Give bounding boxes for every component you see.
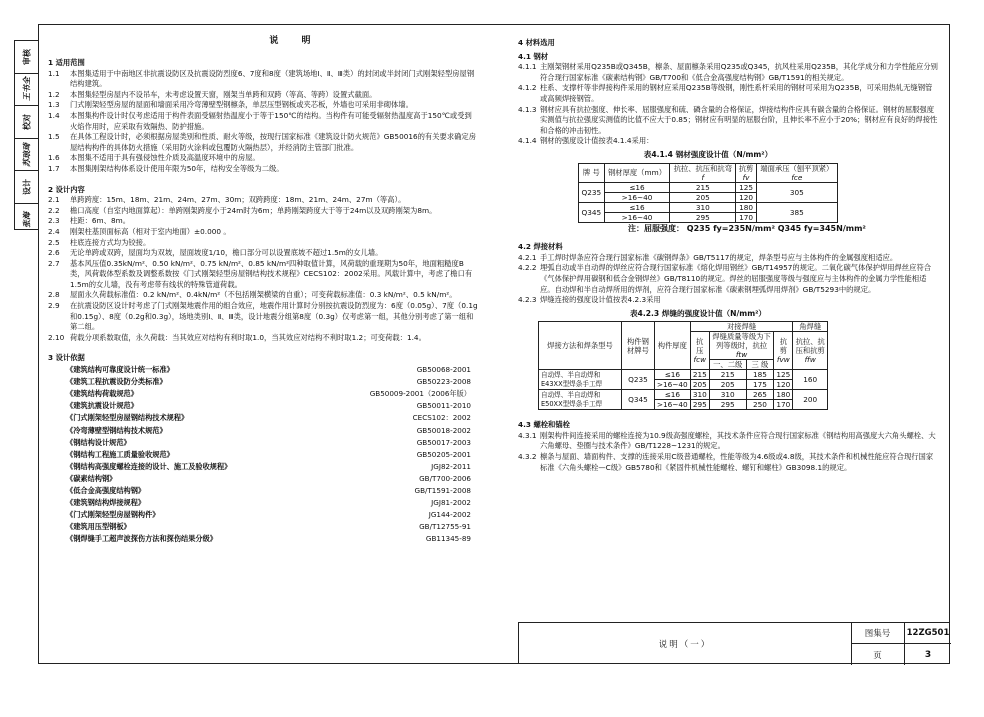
item-number: 4.1.1	[518, 62, 537, 72]
table-cell: Q345	[622, 390, 655, 410]
item-number: 2.2	[48, 205, 60, 215]
list-item	[518, 452, 938, 473]
section-2-items	[48, 195, 478, 343]
list-item	[48, 100, 478, 111]
standard-row	[66, 437, 471, 449]
item-number: 2.5	[48, 237, 60, 247]
table-header-cell	[736, 163, 756, 182]
item-text: 门式刚架轻型房屋的屋面和墙面采用冷弯薄壁型钢檩条，单层压型钢板或夹芯板，外墙也可采用非砌体墙。	[70, 100, 413, 110]
list-item	[518, 431, 938, 452]
item-number: 4.2.2	[518, 263, 537, 273]
table-cell: 310	[690, 390, 709, 400]
standard-code: GB/T12755-91	[419, 522, 471, 532]
standard-code: JG144-2002	[428, 510, 471, 520]
item-number: 2.4	[48, 226, 60, 236]
item-number: 4.1.2	[518, 83, 537, 93]
item-number: 1.6	[48, 153, 60, 163]
table-cell: 310	[709, 390, 746, 400]
item-text: 柱底连接方式均为铰接。	[70, 237, 151, 247]
standard-name: 《建筑钢结构焊接规程》	[66, 498, 146, 508]
list-item	[48, 227, 478, 238]
standard-row	[66, 533, 471, 545]
standard-name: 《冷弯薄壁型钢结构技术规范》	[66, 425, 167, 435]
standard-name: 《钢结构设计规范》	[66, 437, 131, 447]
standard-code: JGJ82-2011	[431, 461, 471, 471]
table-header-cell	[670, 163, 736, 182]
standard-name: 《低合金高强度结构钢》	[66, 485, 146, 495]
standard-row	[66, 485, 471, 497]
list-item	[48, 216, 478, 227]
standard-code: GB50017-2003	[416, 437, 471, 447]
table-caption: 表4.2.3 焊缝的强度设计值（N/mm²）	[629, 308, 767, 318]
item-number: 2.9	[48, 301, 60, 311]
standard-row	[66, 364, 471, 376]
header-label: 端面承压（刨平顶紧）	[760, 163, 834, 173]
list-item	[518, 295, 938, 306]
table-cell: ≤16	[604, 182, 670, 192]
list-item	[48, 238, 478, 249]
table-cell: ≤16	[654, 370, 690, 380]
subsection-heading: 4.2 焊接材料	[518, 242, 563, 252]
list-item	[48, 111, 478, 132]
item-text: 刚架构件间连接采用的螺栓连接为10.9级高强度螺栓，其技术条件应符合现行国家标准《钢结构用高强度大六角头螺栓、大六角螺母、垫圈与技术条件》GB/T1228~1231的规定。	[540, 430, 936, 451]
standard-name: 《钢焊缝手工超声波探伤方法和探伤结果分级》	[66, 534, 217, 544]
sign-role-check: 校对	[22, 113, 31, 130]
standard-code: GB50009-2001（2006年版）	[369, 389, 471, 399]
table-cell: 295	[690, 400, 709, 410]
sign-role-design: 设计	[22, 179, 31, 196]
item-text: 在具体工程设计时，必须根据房屋类别和性质、耐火等级，按现行国家标准《建筑设计防火规范》GB50016的有关要求确定房屋结构构件的具体防火措施（采用防火涂料或包覆防火隔热层），并经消防主管部门批准。	[70, 132, 477, 152]
page-title: 说 明	[269, 36, 321, 46]
table-cell: 170	[736, 212, 756, 222]
item-text: 柱距：6m、8m。	[70, 216, 130, 226]
table-cell: >16~40	[604, 192, 670, 202]
item-number: 4.3.1	[518, 430, 537, 440]
item-text: 本图集刚架结构体系设计使用年限为50年，结构安全等级为二级。	[70, 163, 284, 173]
table-header-cell: 三 级	[746, 360, 774, 370]
sign-cell	[15, 74, 38, 107]
sign-cell	[15, 171, 38, 204]
table-header-cell: 构件钢材牌号	[622, 322, 655, 370]
title-block	[518, 622, 950, 664]
sheet-name: 说明（一）	[519, 623, 852, 665]
sign-designer-name: 张海	[21, 211, 31, 228]
table-header-cell: 牌 号	[579, 163, 605, 182]
table-header-cell: 钢材厚度（mm）	[604, 163, 670, 182]
header-symbol: fce	[791, 172, 803, 182]
item-number: 2.7	[48, 258, 60, 268]
item-number: 4.2.1	[518, 252, 537, 262]
header-label: 焊缝质量等级为下列等级时，抗拉	[712, 332, 771, 351]
section-4-1-items	[518, 62, 938, 147]
table-cell: >16~40	[654, 400, 690, 410]
table-cell: Q235	[622, 370, 655, 390]
item-text: 单跨跨度：15m、18m、21m、24m、27m、30m；双跨跨度：18m、21m、24m、27m（等高）。	[70, 195, 406, 205]
standard-row	[66, 376, 471, 388]
table-header-cell	[774, 332, 793, 370]
standard-row	[66, 412, 471, 424]
table-header-cell: 一、二级	[709, 360, 746, 370]
table-cell: 205	[670, 192, 736, 202]
table-cell: 305	[756, 182, 837, 202]
table-cell: 205	[709, 380, 746, 390]
table-cell: 自动焊、半自动焊和E43XX型焊条手工焊	[539, 370, 622, 390]
item-number: 2.8	[48, 290, 60, 300]
standards-list	[66, 364, 478, 545]
item-text: 屋面永久荷载标准值：0.2 kN/m²、0.4kN/m²（不包括刚架横梁的自重）；可变荷载标准值：0.3 kN/m²、0.5 kN/m²。	[70, 290, 457, 300]
item-text: 本图集适用于中南地区非抗震设防区及抗震设防烈度6、7度和8度（建筑场地Ⅰ、Ⅱ、Ⅲ类）的封闭或半封闭门式刚架轻型房屋钢结构建筑。	[70, 68, 475, 89]
table-cell: ≤16	[604, 202, 670, 212]
table-cell: ≤16	[654, 390, 690, 400]
item-text: 本图集不适用于具有强侵蚀性介质及高温度环境中的房屋。	[70, 153, 260, 163]
standard-row	[66, 400, 471, 412]
table-row	[539, 390, 828, 400]
table-header-cell	[690, 332, 709, 370]
standard-name: 《建筑结构可靠度设计统一标准》	[66, 365, 174, 375]
header-label: 抗剪	[738, 163, 754, 173]
page-label: 页	[851, 644, 905, 665]
item-text: 在抗震设防区设计时考虑了门式刚架地震作用的组合效应，地震作用计算时分别按抗震设防烈度为：6度（0.05g）、7度（0.1g和0.15g）、8度（0.2g和0.3g），场地类别Ⅰ、Ⅱ、Ⅲ类，设计地震分组第8度（0.3g）仅考虑第一组，其他分别考虑了第一组和第二组。	[70, 301, 478, 332]
atlas-number: 12ZG501	[905, 623, 951, 644]
item-text: 荷载分项系数取值，永久荷载：当其效应对结构有利时取1.0，当其效应对结构不利时取1.2；可变荷载：1.4。	[70, 332, 426, 342]
standard-row	[66, 509, 471, 521]
table-header-cell	[793, 332, 828, 370]
table-header-cell: 角焊缝	[793, 322, 828, 332]
standard-name: 《碳素结构钢》	[66, 473, 117, 483]
subsection-heading: 4.3 螺栓和锚栓	[518, 420, 570, 430]
list-item	[48, 248, 478, 259]
standard-name: 《建筑结构荷载规范》	[66, 389, 138, 399]
header-label: 抗剪	[779, 337, 787, 356]
table-row	[579, 182, 838, 192]
weld-strength-table	[538, 321, 828, 410]
standard-name: 《钢结构工程施工质量验收规范》	[66, 449, 174, 459]
section-1-items	[48, 69, 478, 175]
list-item	[518, 83, 938, 104]
right-column	[518, 40, 938, 473]
table-cell: 205	[690, 380, 709, 390]
list-item	[518, 253, 938, 264]
list-item	[48, 164, 478, 175]
item-number: 1.5	[48, 132, 60, 142]
standard-code: GB50011-2010	[416, 401, 471, 411]
table-cell: >16~40	[604, 212, 670, 222]
table-cell: 265	[746, 390, 774, 400]
standard-name: 《钢结构高强度螺栓连接的设计、施工及验收规程》	[66, 461, 232, 471]
table-header-cell: 构件厚度	[654, 322, 690, 370]
item-number: 2.3	[48, 216, 60, 226]
standard-name: 《建筑抗震设计规范》	[66, 401, 138, 411]
sign-cell	[15, 204, 38, 236]
table-cell: 385	[756, 202, 837, 222]
header-label: 抗压	[696, 337, 704, 356]
table-cell: 180	[736, 202, 756, 212]
table-cell: 125	[736, 182, 756, 192]
item-text: 本图集构件设计时仅考虑适用于构件表面受辐射热温度小于等于150℃的结构。当构件有可能受辐射热温度高于150℃或受到火焰作用时，应采取有效隔热、防护措施。	[70, 110, 472, 131]
table-cell: Q345	[579, 202, 605, 222]
sign-cell	[15, 139, 38, 172]
header-symbol: f	[701, 172, 705, 182]
table-cell: 180	[774, 390, 793, 400]
list-item	[48, 206, 478, 217]
header-symbol: ftw	[735, 350, 748, 360]
standard-code: GB/T700-2006	[419, 473, 471, 483]
standard-row	[66, 388, 471, 400]
section-4-3-items	[518, 431, 938, 473]
item-number: 1.2	[48, 89, 60, 99]
table-cell: Q235	[579, 182, 605, 202]
table-cell: >16~40	[654, 380, 690, 390]
item-number: 4.1.4	[518, 136, 537, 146]
list-item	[518, 62, 938, 83]
standard-code: GB50205-2001	[416, 449, 471, 459]
item-number: 1.3	[48, 100, 60, 110]
item-number: 1.4	[48, 110, 60, 120]
left-column	[48, 40, 478, 545]
list-item	[48, 132, 478, 153]
item-text: 柱系、支撑杆等非焊接构件采用的钢材应采用Q235B等级钢，刚性系杆采用的钢材可采用为Q235B，可采用热轧无缝钢管或高频焊接钢管。	[540, 83, 933, 103]
table-cell: 250	[746, 400, 774, 410]
section-4-2-items	[518, 253, 938, 306]
item-text: 焊缝连接的强度设计值按表4.2.3采用	[540, 295, 661, 305]
item-text: 檩条与屋面、墙面构件、支撑的连接采用C级普通螺栓，性能等级为4.6级或4.8级，其技术条件和机械性能应符合现行国家标准《六角头螺栓—C级》GB5780和《紧固件机械性能螺栓、螺钉和螺柱》GB3098.1的规定。	[540, 452, 934, 472]
section-heading: 3 设计依据	[48, 353, 85, 363]
item-number: 1.7	[48, 163, 60, 173]
list-item	[48, 195, 478, 206]
standard-row	[66, 521, 471, 533]
subsection-heading: 4.1 钢材	[518, 51, 549, 61]
standard-code: GB50223-2008	[416, 377, 471, 387]
table-row	[539, 370, 828, 380]
standard-row	[66, 473, 471, 485]
item-text: 无论单跨或双跨，屋面均为双坡，屋面坡度1/10，檐口部分可以设置底坡不超过1.5m的女儿墙。	[70, 248, 383, 258]
item-text: 本图集轻型房屋内不设吊车，未考虑设置天窗，刚架当单跨和双跨（等高、等跨）设置式截面。	[70, 89, 377, 99]
list-item	[48, 290, 478, 301]
table-cell: 215	[670, 182, 736, 192]
item-text: 钢材的强度设计值按表4.1.4采用：	[540, 136, 654, 146]
standard-code: GB50068-2001	[416, 365, 471, 375]
header-symbol: fvw	[776, 355, 790, 365]
table-cell: 175	[746, 380, 774, 390]
sign-cell	[15, 41, 38, 74]
list-item	[48, 69, 478, 90]
table-cell: 215	[690, 370, 709, 380]
standard-code: GB50018-2002	[416, 425, 471, 435]
standard-code: CECS102：2002	[412, 413, 471, 423]
list-item	[48, 333, 478, 344]
table-header-cell: 焊接方法和焊条型号	[539, 322, 622, 370]
list-item	[48, 153, 478, 164]
list-item	[48, 259, 478, 291]
standard-name: 《建筑用压型钢板》	[66, 522, 131, 532]
standard-name: 《门式刚架轻型房屋钢结构技术规程》	[66, 413, 189, 423]
standard-code: JGJ81-2002	[431, 498, 471, 508]
table-cell: 125	[774, 370, 793, 380]
standard-code: GB/T1591-2008	[414, 485, 471, 495]
item-number: 2.6	[48, 248, 60, 258]
item-text: 檐口高度（自室内地面算起）：单跨刚架跨度小于24m时为6m；单跨刚架跨度大于等于24m以及双跨刚架为8m。	[70, 205, 437, 215]
standard-name: 《门式刚架轻型房屋钢构件》	[66, 510, 160, 520]
table-note: 注：屈服强度： Q235 fy=235N/mm² Q345 fy=345N/mm²	[628, 223, 866, 233]
table-cell: 185	[746, 370, 774, 380]
header-symbol: fv	[742, 172, 750, 182]
list-item	[518, 136, 938, 147]
list-item	[48, 301, 478, 333]
table-header-row	[579, 163, 838, 182]
item-number: 4.1.3	[518, 104, 537, 114]
table-cell: 自动焊、半自动焊和E50XX型焊条手工焊	[539, 390, 622, 410]
sign-checker-name: 苏琅琦	[21, 142, 31, 167]
item-text: 埋弧自动或半自动焊的焊丝应符合现行国家标准《熔化焊用钢丝》GB/T14957的规定。二氧化碳气体保护焊用焊丝应符合《气体保护焊用碳钢和低合金钢焊丝》GB/T8110的规定。焊丝的屈服强度等级与强度应与主体构件的金属力学性能相适应。自动焊和半自动焊所用的焊剂，应符合现行国家标准《碳素钢埋弧焊用焊剂》GB/T5293中的规定。	[540, 263, 932, 294]
header-label: 抗拉、抗压和抗弯	[673, 163, 732, 173]
table-cell: 200	[793, 390, 828, 410]
table-cell: 120	[774, 380, 793, 390]
table-cell: 215	[709, 370, 746, 380]
list-item	[518, 263, 938, 295]
table-cell: 170	[774, 400, 793, 410]
table-header-cell	[756, 163, 837, 182]
item-text: 主刚架钢材采用Q235B或Q345B，檩条、屋面檩条采用Q235或Q345，抗风柱采用Q235B，其化学成分和力学性能应分别符合现行国家标准《碳素结构钢》GB/T700和《低合金高强度结构钢》GB/T1591的相关规定。	[540, 62, 938, 82]
standard-row	[66, 461, 471, 473]
standard-code: GB11345-89	[425, 534, 471, 544]
standard-row	[66, 449, 471, 461]
section-heading: 4 材料选用	[518, 38, 555, 47]
table-header-cell	[709, 332, 773, 360]
signature-strip	[14, 40, 38, 230]
table-cell: 310	[670, 202, 736, 212]
item-text: 手工焊时焊条应符合现行国家标准《碳钢焊条》GB/T5117的规定，焊条型号应与主体构件的金属强度相适应。	[540, 252, 898, 262]
standard-row	[66, 497, 471, 509]
atlas-number-label: 图集号	[851, 623, 905, 644]
table-caption: 表4.1.4 钢材强度设计值（N/mm²）	[643, 149, 773, 159]
table-cell: 295	[709, 400, 746, 410]
table-header-row	[539, 322, 828, 332]
header-label: 抗拉、抗压和抗剪	[795, 337, 825, 356]
table-cell: 160	[793, 370, 828, 390]
page-number: 3	[924, 649, 932, 660]
list-item	[48, 90, 478, 101]
item-number: 2.1	[48, 195, 60, 205]
table-cell: 295	[670, 212, 736, 222]
sign-cell	[15, 106, 38, 139]
item-number: 4.3.2	[518, 452, 537, 462]
item-text: 刚架柱基顶面标高（相对于室内地面）±0.000 。	[70, 226, 231, 236]
sign-reviewer-name: 王书全	[21, 77, 31, 102]
steel-strength-table	[578, 163, 838, 223]
section-heading: 2 设计内容	[48, 184, 85, 194]
table-cell: 120	[736, 192, 756, 202]
standard-row	[66, 425, 471, 437]
list-item	[518, 105, 938, 137]
item-number: 2.10	[48, 332, 65, 342]
table-header-cell: 对接焊缝	[690, 322, 793, 332]
item-number: 4.2.3	[518, 295, 537, 305]
item-number: 1.1	[48, 68, 60, 78]
item-text: 基本风压值0.35kN/m²、0.50 kN/m²、0.75 kN/m²、0.85 kN/m²四种取值计算，风荷载的重现期为50年，地面粗糙度B类，风荷载体型系数及调整系数按《门式刚架轻型房屋钢结构技术规程》CECS102：2002采用。风载计算中，考虑了檐口有1.5m的女儿墙，没有考虑带有线状的特殊管道荷载。	[70, 258, 473, 289]
section-heading: 1 适用范围	[48, 58, 85, 67]
table-row	[579, 202, 838, 212]
standard-name: 《建筑工程抗震设防分类标准》	[66, 377, 167, 387]
sign-role-review: 审核	[22, 48, 31, 65]
header-symbol: ffw	[804, 355, 816, 365]
item-text: 钢材应具有抗拉强度、伸长率、屈服强度和硫、磷含量的合格保证，焊接结构件应具有碳含量的合格保证。钢材的屈服强度实测值与抗拉强度实测值的比值不应大于0.85；钢材应有明显的屈服台阶，且伸长率不应小于20%；钢材应有良好的焊接性和合格的冲击韧性。	[540, 104, 938, 135]
header-symbol: fcw	[693, 355, 707, 365]
